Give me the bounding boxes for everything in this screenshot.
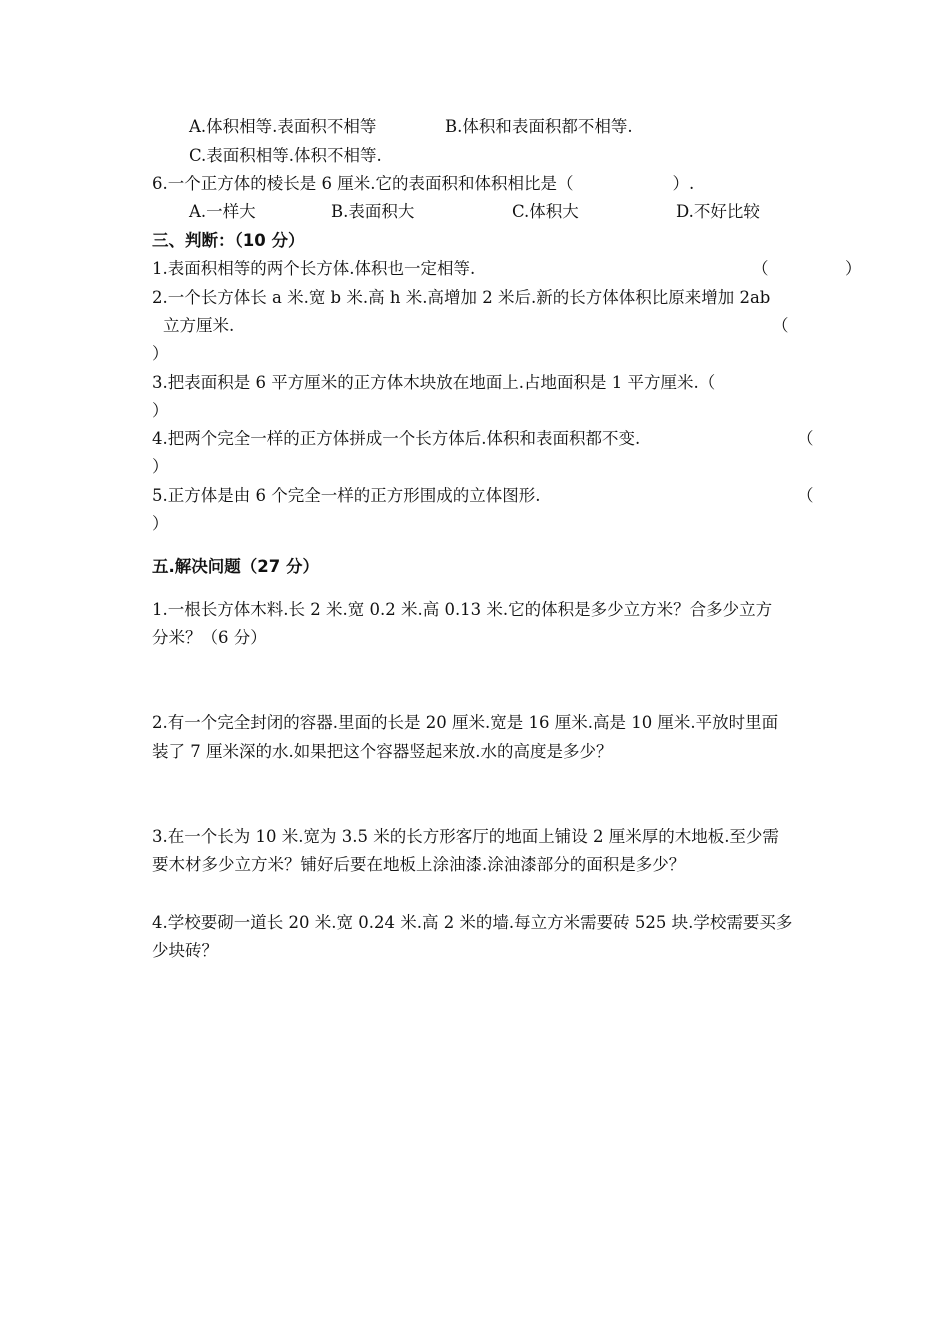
- problem-4-line-2: 少块砖？: [152, 941, 218, 960]
- q6-option-a: A.一样大: [189, 202, 256, 221]
- q6-option-c: C.体积大: [512, 202, 579, 221]
- q5-option-b: B.体积和表面积都不相等.: [445, 117, 633, 136]
- section-solve-title: 五.解决问题（27 分）: [152, 557, 319, 576]
- judge-item-1-paren-open: （: [752, 259, 769, 278]
- judge-item-3-paren-close: ）: [152, 401, 169, 420]
- problem-4-line-1: 4.学校要砌一道长 20 米.宽 0.24 米.高 2 米的墙.每立方米需要砖 525 块.学校需要买多: [152, 913, 793, 932]
- problem-1-line-2: 分米？（6 分）: [152, 628, 267, 647]
- judge-item-2-paren-close: ）: [152, 344, 169, 363]
- judge-item-2-cont: 立方厘米.: [163, 316, 235, 335]
- problem-2-line-1: 2.有一个完全封闭的容器.里面的长是 20 厘米.宽是 16 厘米.高是 10 厘米.平放时里面: [152, 713, 779, 732]
- judge-item-1-paren-close: ）: [845, 259, 862, 278]
- q5-option-a: A.体积相等.表面积不相等: [189, 117, 377, 136]
- section-judge-title: 三、判断：（10 分）: [152, 231, 305, 250]
- q5-option-c: C.表面积相等.体积不相等.: [189, 146, 382, 165]
- judge-item-5: 5.正方体是由 6 个完全一样的正方形围成的立体图形.: [152, 486, 541, 505]
- problem-3-line-2: 要木材多少立方米？铺好后要在地板上涂油漆.涂油漆部分的面积是多少？: [152, 855, 686, 874]
- problem-3-line-1: 3.在一个长为 10 米.宽为 3.5 米的长方形客厅的地面上铺设 2 厘米厚的木地板.至少需: [152, 827, 779, 846]
- q6-option-d: D.不好比较: [676, 202, 760, 221]
- q6-stem: 6.一个正方体的棱长是 6 厘米.它的表面积和体积相比是（ ）.: [152, 174, 695, 193]
- judge-item-5-paren-close: ）: [152, 514, 169, 533]
- problem-1-line-1: 1.一根长方体木料.长 2 米.宽 0.2 米.高 0.13 米.它的体积是多少立方米？合多少立方: [152, 600, 773, 619]
- judge-item-1: 1.表面积相等的两个长方体.体积也一定相等.: [152, 259, 476, 278]
- judge-item-5-paren-open: （: [797, 486, 814, 505]
- q6-option-b: B.表面积大: [331, 202, 415, 221]
- judge-item-3: 3.把表面积是 6 平方厘米的正方体木块放在地面上.占地面积是 1 平方厘米.（: [152, 373, 716, 392]
- judge-item-2-paren-open: （: [772, 316, 789, 335]
- judge-item-4-paren-close: ）: [152, 457, 169, 476]
- judge-item-4: 4.把两个完全一样的正方体拼成一个长方体后.体积和表面积都不变.: [152, 429, 641, 448]
- problem-2-line-2: 装了 7 厘米深的水.如果把这个容器竖起来放.水的高度是多少？: [152, 742, 613, 761]
- judge-item-2: 2.一个长方体长 a 米.宽 b 米.高 h 米.高增加 2 米后.新的长方体体积比原来增加 2ab: [152, 288, 771, 307]
- judge-item-4-paren-open: （: [797, 429, 814, 448]
